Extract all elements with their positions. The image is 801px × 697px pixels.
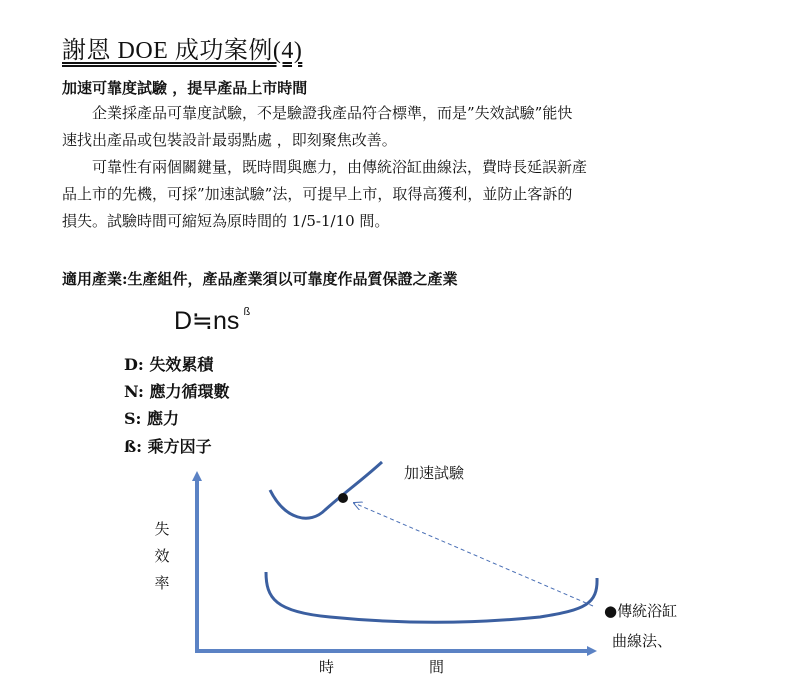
x-axis-label-right: 間 (429, 658, 445, 676)
legend-item-n: N: 應力循環數 (124, 382, 230, 401)
paragraph-line: 企業採產品可靠度試驗，不是驗證我產品符合標準，而是”失效試驗”能快 (62, 104, 573, 122)
traditional-curve-label-line2: 曲線法、 (612, 632, 673, 650)
accelerated-test-label: 加速試驗 (404, 464, 465, 482)
paragraph-line: 品上市的先機，可採”加速試驗”法，可提早上市，取得高獲利，並防止客訴的 (62, 185, 573, 203)
section-heading-accelerated-test: 加速可靠度試驗 ，提早產品上市時間 (62, 79, 308, 97)
legend-item-s: S: 應力 (124, 409, 180, 428)
paragraph-line: 可靠性有兩個關鍵量，既時間與應力，由傳統浴缸曲線法，費時長延誤新產 (62, 158, 588, 176)
legend-item-d: D: 失效累積 (124, 355, 214, 374)
paragraph-line: 速找出產品或包裝設計最弱點處 ，即刻聚焦改善。 (62, 131, 397, 149)
shift-arrow (354, 503, 593, 606)
y-axis-label: 失效率 (154, 520, 170, 592)
accelerated-point-marker (338, 493, 348, 503)
paragraph-line: 損失。試驗時間可縮短為原時間的 1/5-1/10 間。 (62, 212, 390, 230)
traditional-bathtub-curve (266, 572, 597, 622)
x-axis-label-left: 時 (319, 658, 335, 676)
accelerated-test-curve (270, 462, 382, 518)
section-heading-industries: 適用產業:生產組件，產品產業須以可靠度作品質保證之產業 (62, 270, 458, 288)
traditional-curve-label: ●傳統浴缸 (604, 602, 678, 620)
formula-exponent: ß (243, 306, 251, 318)
page-title: 謝恩 DOE 成功案例(4) (62, 38, 303, 64)
legend-item-b: ß: 乘方因子 (124, 437, 212, 456)
formula-main: D≒ns (174, 307, 240, 335)
